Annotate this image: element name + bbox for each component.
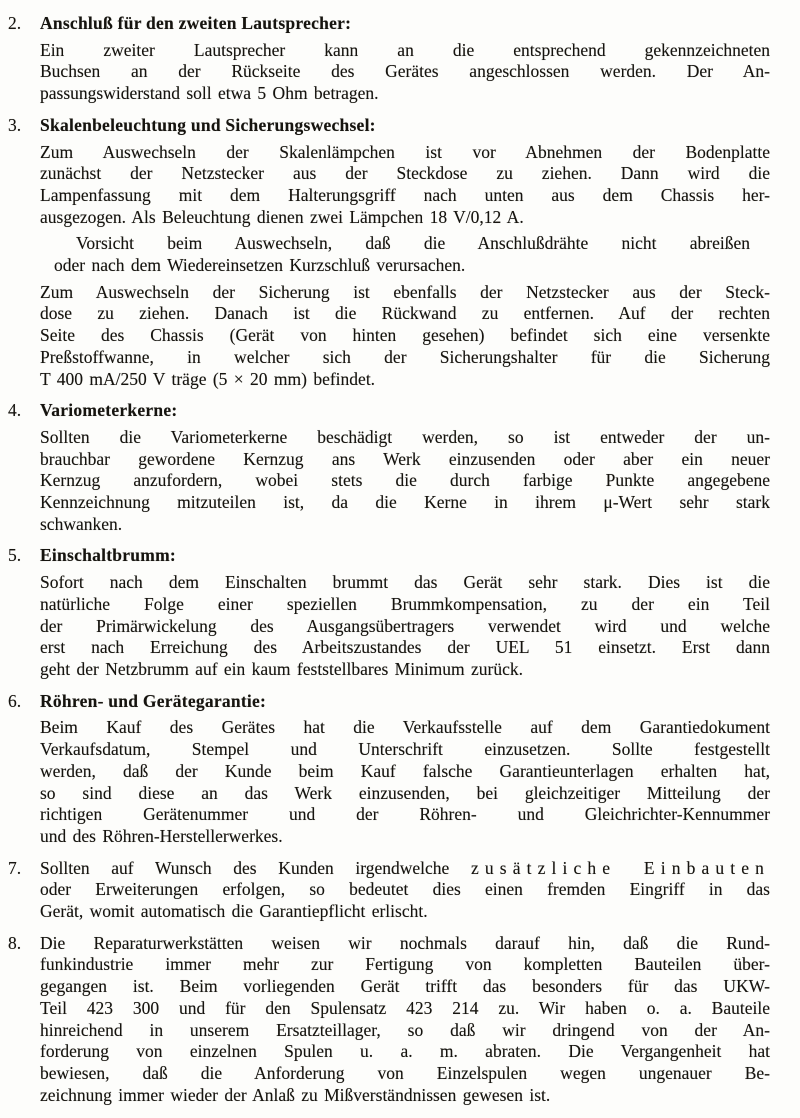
text-line: Verkaufsdatum, Stempel und Unterschrift einzusetzen. Sollte festgestellt — [40, 739, 770, 760]
text-line: Kernzug anzufordern, wobei stets die durch farbige Punkte angegebene — [40, 470, 770, 491]
section — [8, 13, 770, 105]
text-line: so sind diese an das Werk einzusenden, bei gleichzeitiger Mitteilung der — [40, 782, 770, 803]
paragraph — [40, 717, 770, 847]
text-line: Zum Auswechseln der Sicherung ist ebenfalls der Netzstecker aus der Steck- — [40, 281, 770, 302]
section — [8, 545, 770, 680]
text-line: Kennzeichnung mitzuteilen ist, da die Kerne in ihrem μ-Wert sehr stark — [40, 492, 770, 513]
text-line: Sollten auf Wunsch des Kunden irgendwelche zusätzliche Einbauten — [40, 857, 771, 878]
text-line: gegangen ist. Beim vorliegenden Gerät trifft das besonders für das UKW- — [40, 976, 770, 997]
text-line: Sofort nach dem Einschalten brummt das Gerät sehr stark. Dies ist die — [40, 572, 770, 593]
paragraph — [40, 858, 770, 923]
text-line: und des Röhren-Herstellerwerkes. — [40, 825, 283, 846]
text-line: schwanken. — [40, 513, 123, 534]
section-number: 3. — [8, 114, 22, 135]
text-line: Buchsen an der Rückseite des Gerätes angeschlossen werden. Der An- — [40, 61, 770, 82]
text-line: ausgezogen. Als Beleuchtung dienen zwei Lämpchen 18 V/0,12 A. — [40, 206, 524, 227]
text-line: Teil 423 300 und für den Spulensatz 423 214 zu. Wir haben o. a. Bauteile — [40, 997, 770, 1018]
text-line: oder nach dem Wiedereinsetzen Kurzschluß verursachen. — [54, 255, 466, 276]
section-heading: Röhren- und Gerätegarantie: — [40, 690, 267, 711]
section — [8, 933, 770, 1107]
section-heading: Einschaltbrumm: — [40, 545, 176, 566]
text-line: brauchbar gewordene Kernzug ans Werk einzusenden oder aber ein neuer — [40, 448, 770, 469]
text-line: forderung von einzelnen Spulen u. a. m. abraten. Die Vergangenheit hat — [40, 1041, 770, 1062]
paragraph — [40, 142, 770, 229]
section-body — [40, 545, 770, 680]
text-line: Beim Kauf des Gerätes hat die Verkaufsstelle auf dem Garantiedokument — [40, 717, 770, 738]
text-line: dose zu ziehen. Danach ist die Rückwand zu entfernen. Auf der rechten — [40, 303, 770, 324]
text-line: funkindustrie immer mehr zur Fertigung von kompletten Bauteilen über- — [40, 954, 770, 975]
paragraph — [40, 282, 770, 391]
section — [8, 115, 770, 390]
text-line: der Primärwickelung des Ausgangsübertragers verwendet wird und welche — [40, 615, 770, 636]
section-body — [40, 400, 770, 535]
text-line: Sollten die Variometerkerne beschädigt werden, so ist entweder der un- — [40, 426, 770, 447]
paragraph — [40, 427, 770, 536]
section-number: 6. — [8, 690, 22, 711]
section-body — [40, 858, 770, 923]
text-line: passungswiderstand soll etwa 5 Ohm betragen. — [40, 83, 379, 104]
text-line: Gerät, womit automatisch die Garantiepflicht erlischt. — [40, 901, 428, 922]
section-number: 4. — [8, 400, 22, 421]
letterspaced-text: zusätzliche Einbauten — [471, 857, 771, 878]
section-number: 8. — [8, 932, 22, 953]
text-line: Seite des Chassis (Gerät von hinten gesehen) befindet sich eine versenkte — [40, 325, 770, 346]
paragraph — [40, 572, 770, 681]
text-line: erst nach Erreichung des Arbeitszustandes der UEL 51 einsetzt. Erst dann — [40, 637, 770, 658]
section — [8, 858, 770, 923]
section-number: 2. — [8, 13, 22, 33]
section-heading: Variometerkerne: — [40, 400, 178, 421]
section-heading: Anschluß für den zweiten Lautsprecher: — [40, 13, 352, 33]
paragraph — [40, 933, 770, 1107]
text-line: geht der Netzbrumm auf ein kaum feststellbares Minimum zurück. — [40, 658, 524, 679]
text-line: zeichnung immer wieder der Anlaß zu Mißverständnissen gewesen ist. — [40, 1084, 551, 1105]
text-line: Preßstoffwanne, in welcher sich der Sicherungshalter für die Sicherung — [40, 346, 770, 367]
text-line: oder Erweiterungen erfolgen, so bedeutet dies einen fremden Eingriff in das — [40, 879, 770, 900]
text-line: Ein zweiter Lautsprecher kann an die entsprechend gekennzeichneten — [40, 39, 770, 60]
text-line: bewiesen, daß die Anforderung von Einzelspulen wegen ungenauer Be- — [40, 1062, 770, 1083]
section — [8, 400, 770, 535]
text-line: Zum Auswechseln der Skalenlämpchen ist vor Abnehmen der Bodenplatte — [40, 141, 770, 162]
section-heading: Skalenbeleuchtung und Sicherungswechsel: — [40, 114, 376, 135]
text-line: werden, daß der Kunde beim Kauf falsche Garantieunterlagen erhalten hat, — [40, 760, 770, 781]
text-line: Lampenfassung mit dem Halterungsgriff nach unten aus dem Chassis her- — [40, 184, 770, 205]
text-line: hinreichend in unserem Ersatzteillager, so daß wir dringend von der An- — [40, 1019, 770, 1040]
text-line: natürliche Folge einer speziellen Brummkompensation, zu der ein Teil — [40, 593, 770, 614]
paragraph — [40, 40, 770, 105]
section-number: 5. — [8, 545, 22, 566]
text-line: zunächst der Netzstecker aus der Steckdose zu ziehen. Dann wird die — [40, 163, 770, 184]
text-line: Vorsicht beim Auswechseln, daß die Anschlußdrähte nicht abreißen — [76, 233, 750, 254]
section-body — [40, 933, 770, 1107]
section-body — [40, 13, 770, 105]
paragraph — [54, 233, 750, 276]
section-body — [40, 691, 770, 848]
text-line: richtigen Gerätenummer und der Röhren- und Gleichrichter-Kennummer — [40, 804, 770, 825]
section — [8, 691, 770, 848]
text-line: Die Reparaturwerkstätten weisen wir nochmals darauf hin, daß die Rund- — [40, 932, 770, 953]
section-number: 7. — [8, 857, 22, 878]
text-line: T 400 mA/250 V träge (5 × 20 mm) befindet. — [40, 368, 376, 389]
section-body — [40, 115, 770, 390]
